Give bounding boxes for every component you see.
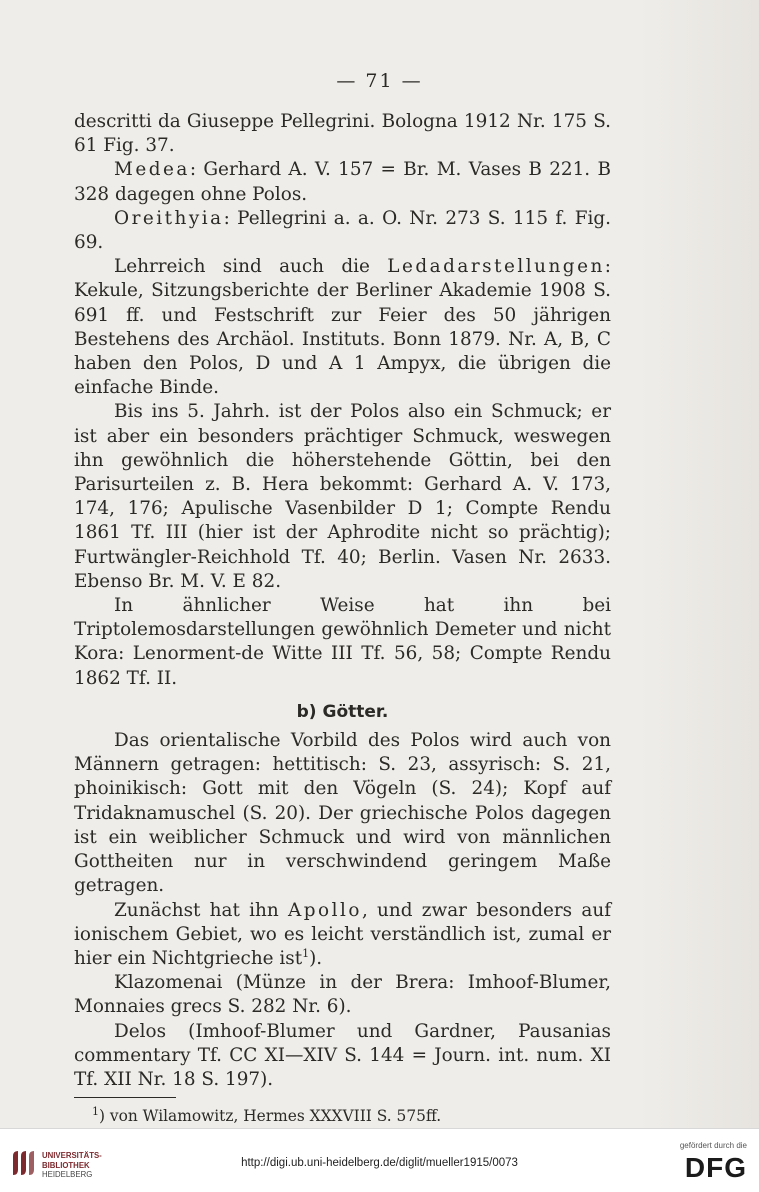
paragraph-klazomenai: Klazomenai (Münze in der Brera: Imhoof-Blumer, Monnaies grecs S. 282 Nr. 6). <box>74 972 611 1018</box>
library-line: HEIDELBERG <box>42 1170 93 1179</box>
paragraph-das: Das orientalische Vorbild des Polos wird auch von Männern getragen: hettitisch: S. 23, assyrisch: S. 21, phoinikisch: Gott mit den Vögeln (S. 24); Kopf auf Tridaknamuschel (S. 20). Der griechische Polos dagegen ist ein weiblicher Schmuck und wird von männlichen Gottheiten nur in verschwindend geringem Maße getragen. <box>74 730 611 897</box>
library-line: UNIVERSITÄTS- <box>42 1151 102 1160</box>
paragraph-bis: Bis ins 5. Jahrh. ist der Polos also ein Schmuck; er ist aber ein besonders prächtiger Schmuck, weswegen ihn gewöhnlich die höherstehende Göttin, bei den Parisurteilen z. B. Hera bekommt: Gerhard A. V. 173, 174, 176; Apulische Vasenbilder D 1; Compte Rendu 1861 Tf. III (hier ist der Aphrodite nicht so prächtig); Furtwängler-Reichhold Tf. 40; Berlin. Vasen Nr. 2633. Ebenso Br. M. V. E 82. <box>74 401 611 592</box>
apollo-post: ). <box>309 947 323 969</box>
section-heading: b) Götter. <box>296 701 389 722</box>
paragraph-in: In ähnlicher Weise hat ihn bei Triptolemosdarstellungen gewöhnlich Demeter und nicht Kora: Lenorment-de Witte III Tf. 56, 58; Compte Rendu 1862 Tf. II. <box>74 595 611 689</box>
leda-pre: Lehrreich sind auch die <box>114 256 388 278</box>
footer-bar <box>0 1128 759 1192</box>
page-shadow <box>639 0 759 1128</box>
paragraph: descritti da Giuseppe Pellegrini. Bologna 1912 Nr. 175 S. 61 Fig. 37. <box>74 111 611 157</box>
dfg-logo: DFG <box>684 1152 747 1183</box>
name-leda: Ledadarstellungen <box>387 256 605 278</box>
oreithyia-text: : Pellegrini a. a. O. Nr. 273 S. 115 f. Fig. 69. <box>74 207 611 254</box>
medea-text: : Gerhard A. V. 157 = Br. M. Vases B 221. B 328 dagegen ohne Polos. <box>74 159 611 205</box>
paragraph-apollo <box>74 899 611 972</box>
paragraph-leda <box>74 255 611 400</box>
apollo-pre: Zunächst hat ihn <box>114 899 288 921</box>
funding-note: gefördert durch die <box>679 1141 747 1150</box>
footnote-rule <box>74 1097 176 1098</box>
name-apollo: Apollo <box>287 899 362 921</box>
paragraph-medea <box>74 158 611 206</box>
body-text <box>74 110 611 1126</box>
footnote-mark: 1 <box>92 1105 99 1118</box>
footnote <box>74 1106 611 1126</box>
library-line: BIBLIOTHEK <box>42 1160 90 1170</box>
permalink[interactable]: http://digi.ub.uni-heidelberg.de/diglit/mueller1915/0073 <box>241 1157 518 1169</box>
name-oreithyia: Oreithyia <box>114 207 224 229</box>
footnote-text: ) von Wilamowitz, Hermes XXXVIII S. 575ff. <box>99 1107 442 1126</box>
page-number: — 71 — <box>336 70 423 92</box>
paragraph-oreithyia <box>74 207 611 255</box>
name-medea: Medea <box>114 159 190 181</box>
leda-text: : Kekule, Sitzungsberichte der Berliner Akademie 1908 S. 691 ff. und Festschrift zur Feier des 50 jährigen Bestehens des Archäol. Instituts. Bonn 1879. Nr. A, B, C haben den Polos, D und A 1 Ampyx, die übrigen die einfache Binde. <box>74 256 611 399</box>
footnote-ref: 1 <box>302 946 310 960</box>
apollo-text: , und zwar besonders auf ionischem Gebiet, wo es leicht verständlich ist, zumal er hier ein Nichtgrieche ist <box>74 899 611 969</box>
paragraph-delos: Delos (Imhoof-Blumer und Gardner, Pausanias commentary Tf. CC XI—XIV S. 144 = Journ. int. num. XI Tf. XII Nr. 18 S. 197). <box>74 1020 611 1090</box>
